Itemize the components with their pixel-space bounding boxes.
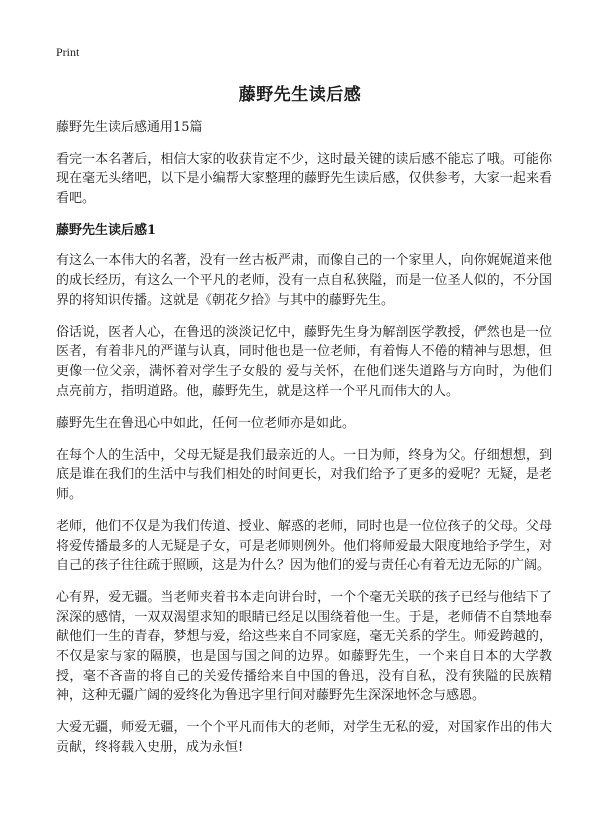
paragraph: 藤野先生在鲁迅心中如此，任何一位老师亦是如此。 [56, 415, 356, 431]
section-heading: 藤野先生读后感1 [56, 222, 157, 238]
intro-paragraph: 看完一本名著后，相信大家的收获肯定不少，这时最关键的读后感不能忘了哦。可能你现在毫无头绪吧，以下是小编帮大家整理的藤野先生读后感，仅供参考，大家一起来看看吧。 [56, 151, 552, 206]
paragraph: 老师，他们不仅是为我们传道、授业、解惑的老师，同时也是一位位孩子的父母。父母将爱传播最多的人无疑是子女，可是老师则例外。他们将师爱最大限度地给予学生，对自己的孩子往往疏于照顾，这是为什么？因为他们的爱与责任心有着无边无际的广阔。 [56, 519, 552, 574]
print-link[interactable]: Print [56, 45, 80, 59]
article-body [56, 118, 552, 770]
paragraph: 俗话说，医者人心，在鲁迅的淡淡记忆中，藤野先生身为解剖医学教授，俨然也是一位医者，有着非凡的严谨与认真，同时他也是一位老师，有着悔人不倦的精神与思想，但更像一位父亲，满怀着对学生子女般的 爱与关怀，在他们迷失道路与方向时，为他们点亮前方，指明道路。他，藤野先生，就是这样一个平凡而伟大的人。 [56, 324, 552, 399]
article-subtitle: 藤野先生读后感通用15篇 [56, 120, 203, 135]
paragraph: 心有界，爱无疆。当老师夹着书本走向讲台时，一个个毫无关联的孩子已经与他结下了深深的感情，一双双渴望求知的眼睛已经足以围绕着他一生。于是，老师倩不自禁地奉献他们一生的青春，梦想与爱，给这些来自不同家庭，毫无关系的学生。师爱跨越的，不仅是家与家的隔膜，也是国与国之间的边界。如藤野先生，一个来自日本的大学教授，毫不吝啬的将自己的关爱传播给来自中国的鲁迅，没有自私，没有狭隘的民族精神，这种无疆广阔的爱终化为鲁迅字里行间对藤野先生深深地怀念与感恩。 [56, 590, 552, 704]
paragraph: 有这么一本伟大的名著，没有一丝古板严肃，而像自己的一个家里人，向你娓娓道来他的成长经历，有这么一个平凡的老师，没有一点自私狭隘，而是一位圣人似的，不分国界的将知识传播。这就是《朝花夕拾》与其中的藤野先生。 [56, 253, 552, 308]
page-title: 藤野先生读后感 [238, 85, 362, 105]
paragraph: 大爱无疆，师爱无疆，一个个平凡而伟大的老师，对学生无私的爱，对国家作出的伟大贡献，终将载入史册，成为永恒! [56, 720, 552, 755]
paragraph: 在每个人的生活中，父母无疑是我们最亲近的人。一日为师，终身为父。仔细想想，到底是谁在我们的生活中与我们相处的时间更长，对我们给予了更多的爱呢？无疑，是老师。 [56, 447, 552, 502]
